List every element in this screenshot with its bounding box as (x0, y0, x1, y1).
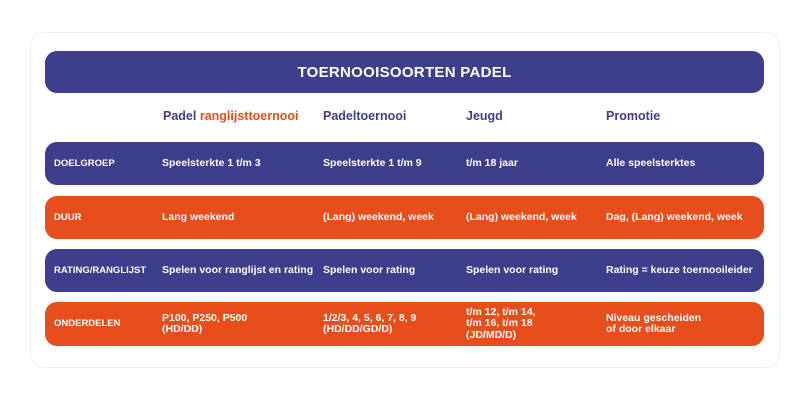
table-cell (162, 302, 247, 346)
table-cell (162, 196, 234, 239)
row-label: RATING/RANGLIJST (54, 264, 147, 276)
cell-text: Rating = keuze toernooileider (606, 263, 753, 276)
table-cell (606, 196, 743, 239)
table-cell (162, 142, 261, 185)
table-cell (466, 249, 558, 292)
table-cell (323, 302, 416, 346)
table-cell (162, 249, 313, 292)
cell-text: Niveau gescheiden (606, 311, 702, 324)
row-label: DUUR (54, 211, 82, 223)
table-cell (323, 142, 422, 185)
cell-text: of door elkaar (606, 323, 676, 335)
cell-text: (Lang) weekend, week (323, 210, 434, 223)
row-label: ONDERDELEN (54, 318, 121, 330)
cell-text: (HD/DD/GD/D) (323, 323, 393, 335)
column-header-promotie (606, 109, 660, 123)
table-cell (606, 142, 695, 185)
table-row-doelgroep (45, 142, 764, 185)
table-cell (606, 249, 753, 292)
table-row-onderdelen (45, 302, 764, 346)
cell-text: (Lang) weekend, week (466, 210, 577, 223)
cell-text: P100, P250, P500 (162, 311, 248, 324)
page-title: TOERNOOISOORTEN PADEL (297, 63, 512, 81)
column-header-prefix: Jeugd (466, 109, 503, 123)
table-cell (323, 196, 434, 239)
cell-text: Dag, (Lang) weekend, week (606, 210, 743, 223)
column-header-jeugd (466, 109, 503, 123)
cell-text: Alle speelsterktes (606, 156, 696, 169)
row-label: DOELGROEP (54, 157, 115, 169)
cell-text: Spelen voor ranglijst en rating (162, 263, 314, 276)
column-header-ranglijsttoernooi (163, 109, 298, 123)
cell-text: 1/2/3, 4, 5, 6, 7, 8, 9 (323, 311, 417, 324)
cell-text: (HD/DD) (162, 323, 203, 335)
cell-text: Lang weekend (162, 210, 235, 223)
table-cell (466, 302, 535, 346)
cell-text: Speelsterkte 1 t/m 3 (162, 156, 261, 169)
column-header-prefix: Padel (163, 109, 200, 123)
table-row-rating-ranglijst (45, 249, 764, 292)
cell-text: Spelen voor rating (323, 263, 416, 276)
cell-text: t/m 18 jaar (466, 156, 518, 169)
column-header-highlight: ranglijsttoernooi (199, 109, 299, 123)
table-row-duur (45, 196, 764, 239)
cell-text: t/m 16, t/m 18 (466, 317, 533, 330)
column-header-prefix: Promotie (606, 109, 661, 123)
table-cell (466, 196, 577, 239)
cell-text: (JD/MD/D) (466, 328, 517, 341)
column-header-prefix: Padeltoernooi (323, 109, 407, 123)
title-banner (45, 51, 764, 93)
cell-text: Speelsterkte 1 t/m 9 (323, 156, 422, 169)
cell-text: Spelen voor rating (466, 263, 559, 276)
cell-text: t/m 12, t/m 14, (466, 305, 536, 318)
table-cell (606, 302, 701, 346)
table-cell (323, 249, 415, 292)
column-header-padeltoernooi (323, 109, 406, 123)
table-cell (466, 142, 518, 185)
